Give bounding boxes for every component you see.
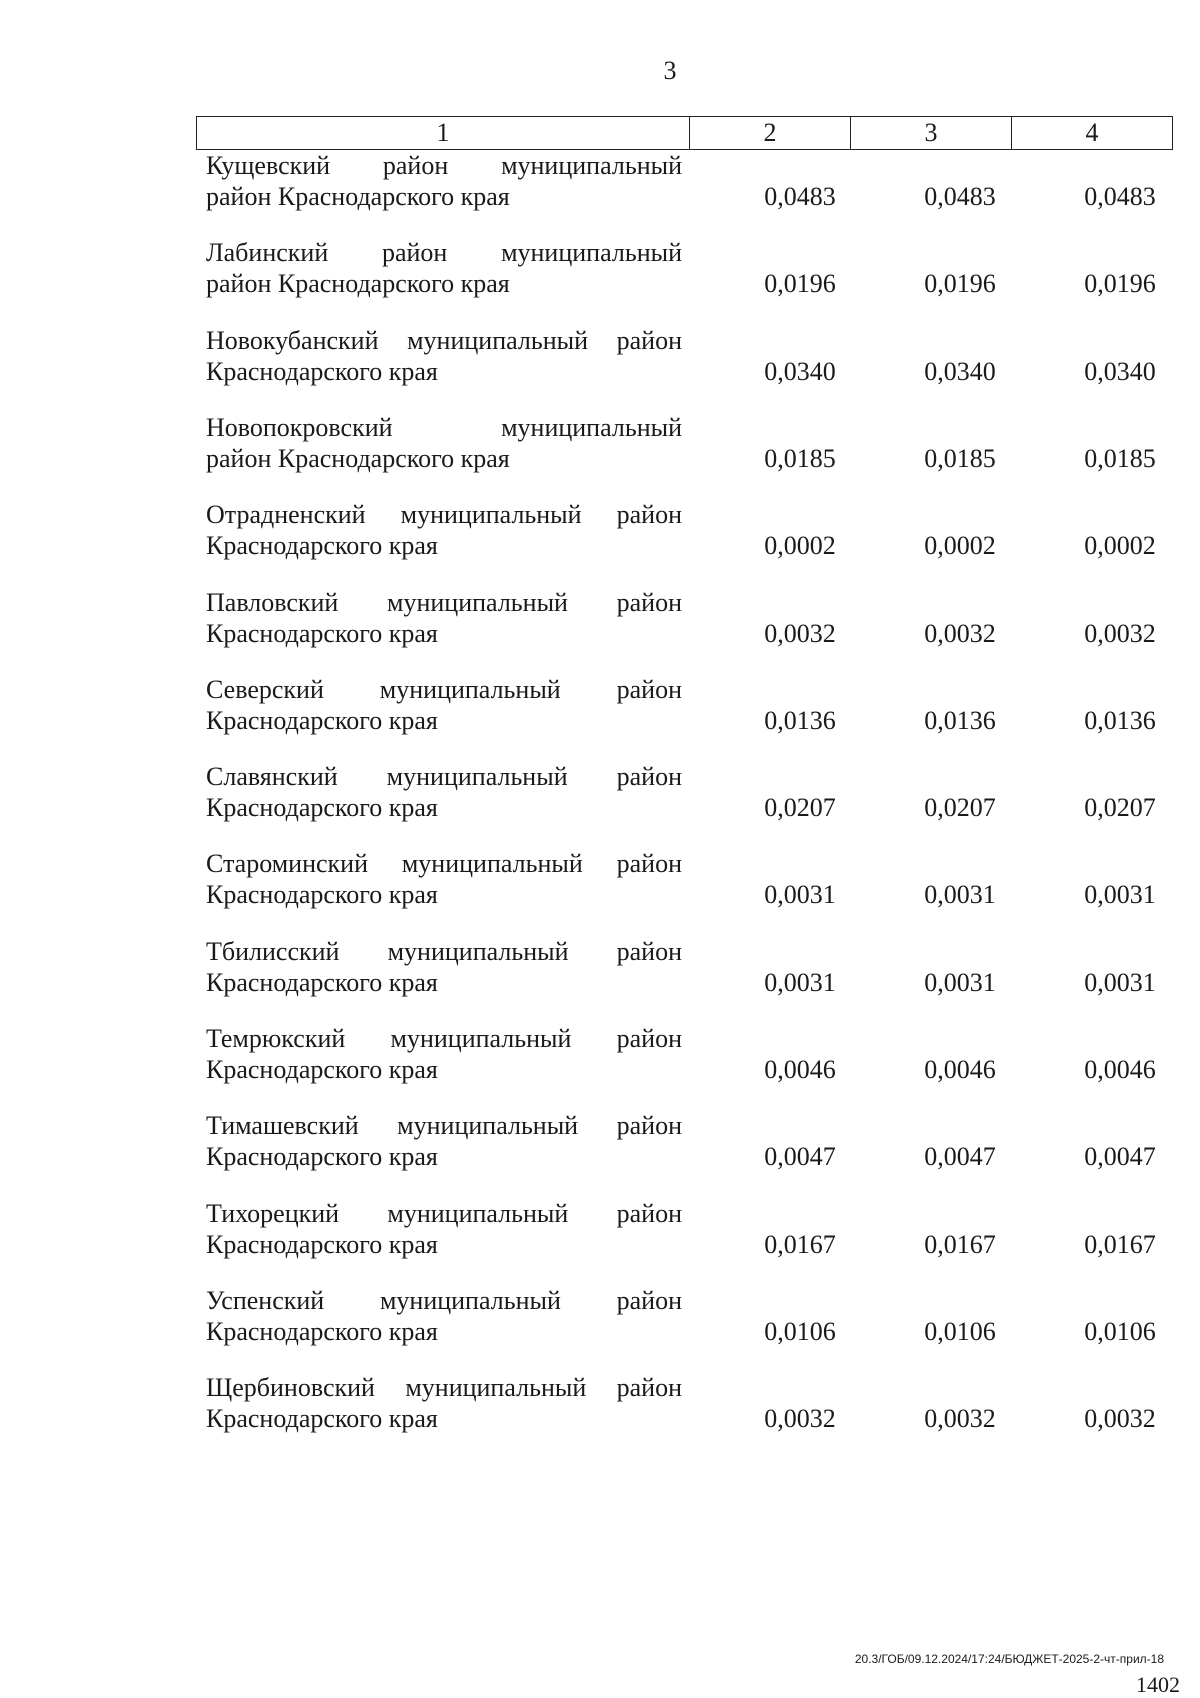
municipality-name-line-2: Краснодарского края	[206, 705, 438, 735]
municipality-name	[206, 674, 682, 736]
value-column-4: 0,0167	[1084, 1229, 1156, 1259]
municipality-name-line-2: район Краснодарского края	[206, 443, 510, 473]
table-header	[196, 116, 1173, 150]
municipality-name-line-1: Новопокровский муниципальный	[206, 412, 682, 442]
value-column-3: 0,0136	[924, 705, 996, 735]
value-column-2: 0,0207	[764, 793, 836, 823]
municipality-name-line-2: Краснодарского края	[206, 967, 438, 997]
value-column-4: 0,0046	[1084, 1055, 1156, 1084]
value-column-4: 0,0031	[1084, 880, 1156, 910]
table-row	[0, 1023, 1200, 1111]
municipality-name-line-2: район Краснодарского края	[206, 182, 510, 211]
value-column-2: 0,0032	[764, 1404, 836, 1434]
value-column-2: 0,0047	[764, 1142, 836, 1172]
value-column-4: 0,0032	[1084, 1404, 1156, 1434]
value-column-4: 0,0047	[1084, 1142, 1156, 1172]
value-column-4: 0,0106	[1084, 1316, 1156, 1346]
municipality-name-line-2: Краснодарского края	[206, 618, 438, 648]
municipality-name	[206, 1285, 682, 1347]
value-column-2: 0,0483	[764, 182, 836, 211]
municipality-name-line-1: Тихорецкий муниципальный район	[206, 1198, 682, 1228]
municipality-name	[206, 587, 682, 649]
municipality-name-line-1: Славянский муниципальный район	[206, 762, 682, 792]
column-header-3: 3	[851, 117, 1012, 150]
table-row	[0, 1372, 1200, 1460]
value-column-4: 0,0185	[1084, 443, 1156, 473]
value-column-3: 0,0106	[924, 1316, 996, 1346]
municipality-name-line-1: Отрадненский муниципальный район	[206, 500, 682, 530]
municipality-name-line-1: Новокубанский муниципальный район	[206, 325, 682, 355]
table-row	[0, 412, 1200, 500]
municipality-name-line-2: Краснодарского края	[206, 1055, 438, 1084]
municipality-name-line-1: Успенский муниципальный район	[206, 1285, 682, 1315]
municipality-name-line-2: Краснодарского края	[206, 1316, 438, 1346]
municipality-name	[206, 150, 682, 212]
value-column-3: 0,0031	[924, 967, 996, 997]
municipality-name-line-1: Лабинский район муниципальный	[206, 238, 682, 268]
municipality-name-line-2: Краснодарского края	[206, 1142, 438, 1172]
municipality-name-line-1: Староминский муниципальный район	[206, 849, 682, 879]
table-header-row	[197, 117, 1173, 150]
value-column-4: 0,0207	[1084, 793, 1156, 823]
municipality-name	[206, 237, 682, 299]
value-column-3: 0,0002	[924, 531, 996, 561]
value-column-3: 0,0167	[924, 1229, 996, 1259]
column-header-4: 4	[1012, 117, 1173, 150]
table-row	[0, 1198, 1200, 1286]
municipality-name	[206, 848, 682, 910]
municipality-name	[206, 499, 682, 561]
municipality-name-line-2: Краснодарского края	[206, 793, 438, 823]
value-column-2: 0,0136	[764, 705, 836, 735]
value-column-3: 0,0196	[924, 269, 996, 299]
value-column-2: 0,0002	[764, 531, 836, 561]
municipality-name-line-1: Павловский муниципальный район	[206, 587, 682, 617]
value-column-2: 0,0106	[764, 1316, 836, 1346]
value-column-4: 0,0031	[1084, 967, 1156, 997]
table-row	[0, 848, 1200, 936]
municipality-name-line-1: Тимашевский муниципальный район	[206, 1111, 682, 1141]
municipality-name	[206, 325, 682, 387]
value-column-2: 0,0196	[764, 269, 836, 299]
municipality-name-line-2: Краснодарского края	[206, 356, 438, 386]
table-row	[0, 1110, 1200, 1198]
document-code: 20.3/ГОБ/09.12.2024/17:24/БЮДЖЕТ-2025-2-чт-прил-18	[854, 1652, 1164, 1666]
value-column-2: 0,0031	[764, 967, 836, 997]
municipality-name	[206, 936, 682, 998]
table-row	[0, 587, 1200, 675]
municipality-name-line-2: Краснодарского края	[206, 1229, 438, 1259]
value-column-2: 0,0340	[764, 356, 836, 386]
column-header-1: 1	[197, 117, 690, 150]
table-row	[0, 761, 1200, 849]
value-column-3: 0,0032	[924, 1404, 996, 1434]
value-column-2: 0,0185	[764, 443, 836, 473]
table-row	[0, 237, 1200, 325]
municipality-name-line-1: Кущевский район муниципальный	[206, 151, 682, 180]
municipality-name-line-1: Тбилисский муниципальный район	[206, 936, 682, 966]
value-column-2: 0,0031	[764, 880, 836, 910]
table-row	[0, 674, 1200, 762]
table-row	[0, 499, 1200, 587]
municipality-name	[206, 761, 682, 823]
municipality-name-line-1: Щербиновский муниципальный район	[206, 1373, 682, 1403]
value-column-3: 0,0047	[924, 1142, 996, 1172]
municipality-name	[206, 1110, 682, 1172]
municipality-name-line-2: район Краснодарского края	[206, 269, 510, 299]
sheet-number: 1402	[1136, 1672, 1180, 1697]
value-column-4: 0,0483	[1084, 182, 1156, 211]
value-column-4: 0,0032	[1084, 618, 1156, 648]
municipality-name	[206, 1372, 682, 1434]
value-column-3: 0,0340	[924, 356, 996, 386]
value-column-2: 0,0032	[764, 618, 836, 648]
table-row	[0, 1285, 1200, 1373]
value-column-4: 0,0196	[1084, 269, 1156, 299]
table-row	[0, 936, 1200, 1024]
value-column-3: 0,0031	[924, 880, 996, 910]
page-number: 3	[663, 56, 677, 85]
municipality-name	[206, 1023, 682, 1085]
value-column-4: 0,0136	[1084, 705, 1156, 735]
value-column-3: 0,0483	[924, 182, 996, 211]
value-column-3: 0,0185	[924, 443, 996, 473]
municipality-name-line-1: Северский муниципальный район	[206, 674, 682, 704]
value-column-2: 0,0167	[764, 1229, 836, 1259]
value-column-4: 0,0002	[1084, 531, 1156, 561]
municipality-name	[206, 1198, 682, 1260]
value-column-4: 0,0340	[1084, 356, 1156, 386]
value-column-2: 0,0046	[764, 1055, 836, 1084]
municipality-name-line-2: Краснодарского края	[206, 1404, 438, 1434]
value-column-3: 0,0046	[924, 1055, 996, 1084]
municipality-name-line-1: Темрюкский муниципальный район	[206, 1024, 682, 1053]
table-row	[0, 325, 1200, 413]
table-row	[0, 150, 1200, 238]
municipality-name	[206, 412, 682, 474]
municipality-name-line-2: Краснодарского края	[206, 880, 438, 910]
value-column-3: 0,0032	[924, 618, 996, 648]
value-column-3: 0,0207	[924, 793, 996, 823]
municipality-name-line-2: Краснодарского края	[206, 531, 438, 561]
column-header-2: 2	[690, 117, 851, 150]
